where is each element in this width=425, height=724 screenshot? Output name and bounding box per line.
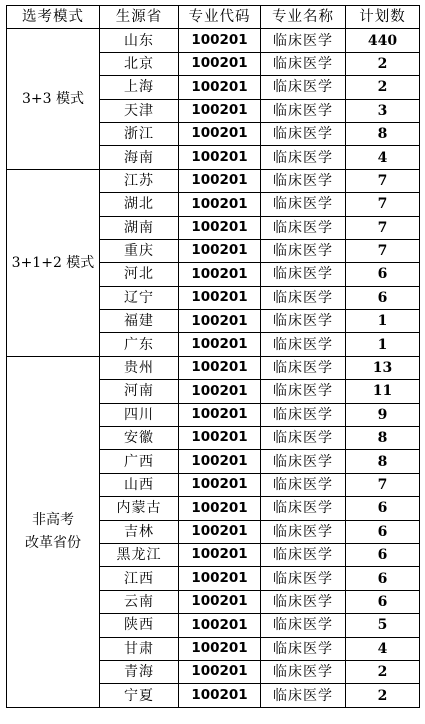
selection-mode-label: 3+3 模式 (22, 90, 84, 107)
major-code-cell: 100201 (179, 216, 261, 239)
major-name-cell: 临床医学 (261, 356, 346, 379)
table-body (7, 29, 420, 707)
province-cell: 重庆 (100, 239, 179, 262)
province-cell: 贵州 (100, 356, 179, 379)
major-name-cell: 临床医学 (261, 29, 346, 52)
major-name-cell: 临床医学 (261, 660, 346, 683)
province-cell: 青海 (100, 660, 179, 683)
plan-count-cell: 2 (346, 76, 420, 99)
plan-count-cell: 4 (346, 637, 420, 660)
province-cell: 内蒙古 (100, 497, 179, 520)
province-cell: 辽宁 (100, 286, 179, 309)
plan-count-cell: 2 (346, 660, 420, 683)
major-code-cell: 100201 (179, 684, 261, 707)
plan-count-cell: 13 (346, 356, 420, 379)
table-row (7, 356, 420, 379)
enrollment-plan-table (6, 5, 420, 708)
major-code-cell: 100201 (179, 122, 261, 145)
plan-count-cell: 11 (346, 380, 420, 403)
province-cell: 湖北 (100, 193, 179, 216)
province-cell: 广东 (100, 333, 179, 356)
selection-mode-label: 3+1+2 模式 (11, 254, 95, 271)
major-code-cell: 100201 (179, 520, 261, 543)
province-cell: 天津 (100, 99, 179, 122)
major-code-cell: 100201 (179, 146, 261, 169)
plan-count-cell: 4 (346, 146, 420, 169)
major-name-cell: 临床医学 (261, 146, 346, 169)
plan-count-cell: 8 (346, 427, 420, 450)
province-cell: 四川 (100, 403, 179, 426)
province-cell: 江西 (100, 567, 179, 590)
major-code-cell: 100201 (179, 497, 261, 520)
major-name-cell: 临床医学 (261, 310, 346, 333)
province-cell: 云南 (100, 590, 179, 613)
major-code-cell: 100201 (179, 356, 261, 379)
major-name-cell: 临床医学 (261, 99, 346, 122)
table-row (7, 29, 420, 52)
province-cell: 上海 (100, 76, 179, 99)
major-code-cell: 100201 (179, 427, 261, 450)
major-code-cell: 100201 (179, 76, 261, 99)
plan-count-cell: 5 (346, 614, 420, 637)
major-name-cell: 临床医学 (261, 333, 346, 356)
header-plan-count: 计划数 (346, 6, 420, 29)
header-province: 生源省 (100, 6, 179, 29)
plan-count-cell: 6 (346, 520, 420, 543)
major-name-cell: 临床医学 (261, 473, 346, 496)
province-cell: 河南 (100, 380, 179, 403)
major-name-cell: 临床医学 (261, 122, 346, 145)
major-code-cell: 100201 (179, 29, 261, 52)
plan-count-cell: 1 (346, 310, 420, 333)
plan-count-cell: 6 (346, 590, 420, 613)
province-cell: 山东 (100, 29, 179, 52)
plan-count-cell: 7 (346, 193, 420, 216)
header-row (7, 6, 420, 29)
major-code-cell: 100201 (179, 99, 261, 122)
plan-count-cell: 7 (346, 473, 420, 496)
major-name-cell: 临床医学 (261, 520, 346, 543)
province-cell: 北京 (100, 52, 179, 75)
province-cell: 河北 (100, 263, 179, 286)
major-code-cell: 100201 (179, 169, 261, 192)
province-cell: 广西 (100, 450, 179, 473)
major-name-cell: 临床医学 (261, 403, 346, 426)
major-name-cell: 临床医学 (261, 590, 346, 613)
major-code-cell: 100201 (179, 543, 261, 566)
plan-count-cell: 3 (346, 99, 420, 122)
major-code-cell: 100201 (179, 380, 261, 403)
major-code-cell: 100201 (179, 450, 261, 473)
province-cell: 黑龙江 (100, 543, 179, 566)
major-code-cell: 100201 (179, 263, 261, 286)
major-name-cell: 临床医学 (261, 497, 346, 520)
province-cell: 陕西 (100, 614, 179, 637)
major-name-cell: 临床医学 (261, 567, 346, 590)
major-code-cell: 100201 (179, 567, 261, 590)
major-code-cell: 100201 (179, 660, 261, 683)
major-name-cell: 临床医学 (261, 637, 346, 660)
province-cell: 宁夏 (100, 684, 179, 707)
major-name-cell: 临床医学 (261, 169, 346, 192)
province-cell: 海南 (100, 146, 179, 169)
plan-count-cell: 8 (346, 450, 420, 473)
major-name-cell: 临床医学 (261, 427, 346, 450)
major-code-cell: 100201 (179, 310, 261, 333)
selection-mode-cell (7, 29, 100, 169)
province-cell: 山西 (100, 473, 179, 496)
header-selection-mode: 选考模式 (7, 6, 100, 29)
province-cell: 湖南 (100, 216, 179, 239)
province-cell: 吉林 (100, 520, 179, 543)
plan-count-cell: 7 (346, 239, 420, 262)
major-name-cell: 临床医学 (261, 263, 346, 286)
selection-mode-label: 非高考 (32, 512, 74, 529)
major-name-cell: 临床医学 (261, 193, 346, 216)
major-name-cell: 临床医学 (261, 614, 346, 637)
table-row (7, 169, 420, 192)
major-name-cell: 临床医学 (261, 286, 346, 309)
major-name-cell: 临床医学 (261, 239, 346, 262)
major-name-cell: 临床医学 (261, 52, 346, 75)
major-code-cell: 100201 (179, 286, 261, 309)
major-code-cell: 100201 (179, 333, 261, 356)
plan-count-cell: 9 (346, 403, 420, 426)
major-code-cell: 100201 (179, 52, 261, 75)
province-cell: 甘肃 (100, 637, 179, 660)
selection-mode-cell (7, 356, 100, 707)
major-code-cell: 100201 (179, 473, 261, 496)
plan-count-cell: 440 (346, 29, 420, 52)
major-name-cell: 临床医学 (261, 543, 346, 566)
major-name-cell: 临床医学 (261, 450, 346, 473)
enrollment-plan-table-container (6, 5, 419, 708)
major-name-cell: 临床医学 (261, 684, 346, 707)
plan-count-cell: 7 (346, 169, 420, 192)
major-code-cell: 100201 (179, 403, 261, 426)
plan-count-cell: 6 (346, 286, 420, 309)
plan-count-cell: 7 (346, 216, 420, 239)
major-name-cell: 临床医学 (261, 380, 346, 403)
plan-count-cell: 2 (346, 684, 420, 707)
major-name-cell: 临床医学 (261, 216, 346, 239)
major-code-cell: 100201 (179, 637, 261, 660)
major-code-cell: 100201 (179, 614, 261, 637)
province-cell: 安徽 (100, 427, 179, 450)
province-cell: 江苏 (100, 169, 179, 192)
selection-mode-cell (7, 169, 100, 356)
plan-count-cell: 1 (346, 333, 420, 356)
table-header (7, 6, 420, 29)
plan-count-cell: 6 (346, 263, 420, 286)
major-code-cell: 100201 (179, 193, 261, 216)
plan-count-cell: 6 (346, 567, 420, 590)
selection-mode-label: 改革省份 (25, 534, 81, 551)
province-cell: 福建 (100, 310, 179, 333)
plan-count-cell: 8 (346, 122, 420, 145)
major-code-cell: 100201 (179, 239, 261, 262)
plan-count-cell: 6 (346, 543, 420, 566)
major-name-cell: 临床医学 (261, 76, 346, 99)
plan-count-cell: 2 (346, 52, 420, 75)
province-cell: 浙江 (100, 122, 179, 145)
plan-count-cell: 6 (346, 497, 420, 520)
header-major-name: 专业名称 (261, 6, 346, 29)
major-code-cell: 100201 (179, 590, 261, 613)
header-major-code: 专业代码 (179, 6, 261, 29)
